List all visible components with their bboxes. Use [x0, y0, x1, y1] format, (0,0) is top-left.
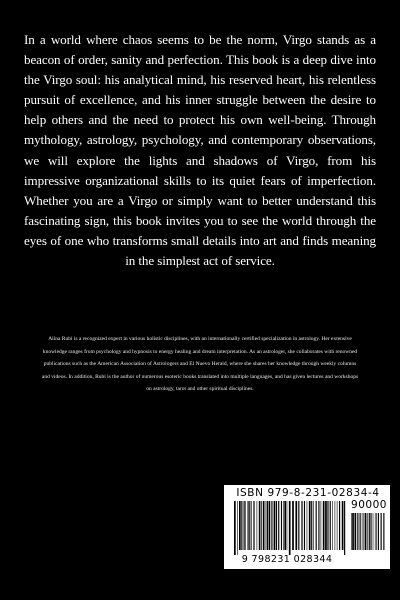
barcode-bar: [298, 501, 299, 550]
barcode-bar: [261, 501, 262, 550]
price-code: 90000: [351, 499, 387, 511]
barcode-bar: [364, 513, 365, 550]
barcode-bar: [248, 501, 249, 550]
barcode-bar: [289, 501, 291, 555]
barcode-bar: [301, 501, 302, 550]
barcode-bar: [241, 501, 242, 550]
barcode-bar: [245, 501, 246, 550]
barcode-bar: [321, 501, 322, 550]
barcode-bar: [259, 501, 260, 550]
barcode-bar: [342, 501, 344, 550]
barcode-bar: [327, 501, 328, 550]
barcode-bar: [276, 501, 277, 550]
barcode-bar: [266, 501, 267, 550]
barcode-bar: [330, 501, 331, 550]
barcode-bar: [367, 513, 368, 550]
barcode-bar: [381, 513, 382, 550]
barcode-bar: [373, 513, 374, 550]
barcode-bar: [292, 501, 294, 550]
barcode-bar: [313, 501, 314, 550]
barcode-bar: [337, 501, 338, 550]
barcode-bar: [355, 513, 357, 550]
barcode-number: 9 798231 028344: [241, 554, 333, 565]
barcode-bar: [269, 501, 271, 550]
barcode-bar: [339, 501, 340, 550]
barcode-bars: [234, 501, 346, 555]
barcode-bar: [362, 513, 363, 550]
barcode-bar: [244, 501, 245, 550]
barcode-bar: [383, 513, 384, 550]
barcode-bar: [360, 513, 361, 550]
barcode-bar: [234, 501, 236, 555]
barcode-bar: [318, 501, 319, 550]
barcode-bar: [271, 501, 272, 550]
barcode-bar: [284, 501, 286, 550]
barcode-bar: [267, 501, 268, 550]
barcode-bar: [344, 501, 345, 555]
barcode-bar: [332, 501, 333, 550]
addon-barcode-bars: [351, 513, 387, 555]
barcode-bar: [263, 501, 265, 550]
barcode-bar: [357, 513, 358, 550]
barcode-bar: [352, 513, 354, 550]
author-bio: Alina Rubi is a recognized expert in various holistic disciplines, with an internationally certified specialization in astrology. Her extensive knowledge ranges from psychology and hypnosis to energy healing and dream interpretation. As an astrologer, she collaborates with renowned publications such as the American Association of Astrologers and El Nuevo Herald, where she shares her knowledge through weekly columns and videos. In addition, Rubi is the author of numerous esoteric books translated into multiple languages, and has given lectures and workshops on astrology, tarot and other spiritual disciplines.: [41, 336, 359, 392]
barcode-bar: [309, 501, 311, 550]
isbn-barcode: [224, 485, 390, 569]
barcode-bar: [311, 501, 312, 550]
barcode-bar: [281, 501, 282, 550]
barcode-bar: [307, 501, 308, 550]
barcode-bar: [351, 513, 352, 550]
barcode-bar: [295, 501, 297, 550]
barcode-bar: [369, 513, 370, 550]
barcode-bar: [237, 501, 238, 555]
barcode-bar: [325, 501, 327, 550]
barcode-bar: [304, 501, 305, 550]
barcode-bar: [239, 501, 241, 550]
isbn-label: ISBN 979-8-231-02834-4: [236, 487, 380, 499]
barcode-bar: [365, 513, 367, 550]
barcode-bar: [335, 501, 336, 550]
book-description: In a world where chaos seems to be the norm, Virgo stands as a beacon of order, sanity and perfection. This book is a deep dive into the Virgo soul: his analytical mind, his reserved heart, his relentless pursuit of excellence, and his inner struggle between the desire to help others and the need to protect his own well-being. Through mythology, astrology, psychology, and contemporary observations, we will explore the lights and shadows of Virgo, from his impressive organizational skills to its quiet fears of imperfection. Whether you are a Virgo or simply want to better understand this fascinating sign, this book invites you to see the world through the eyes of one who transforms small details into art and finds meaning in the simplest act of service.: [24, 32, 376, 269]
barcode-bar: [283, 501, 284, 550]
barcode-bar: [370, 513, 371, 550]
barcode-bar: [287, 501, 288, 550]
barcode-bar: [251, 501, 252, 550]
barcode-bar: [254, 501, 255, 550]
barcode-bar: [323, 501, 325, 550]
barcode-bar: [316, 501, 317, 550]
barcode-bar: [249, 501, 250, 550]
barcode-bar: [257, 501, 258, 550]
barcode-bar: [274, 501, 276, 550]
barcode-bar: [375, 513, 376, 550]
barcode-bar: [253, 501, 254, 550]
barcode-bar: [376, 513, 377, 550]
barcode-bar: [378, 513, 379, 550]
barcode-bar: [278, 501, 279, 550]
barcode-bar: [302, 501, 303, 550]
